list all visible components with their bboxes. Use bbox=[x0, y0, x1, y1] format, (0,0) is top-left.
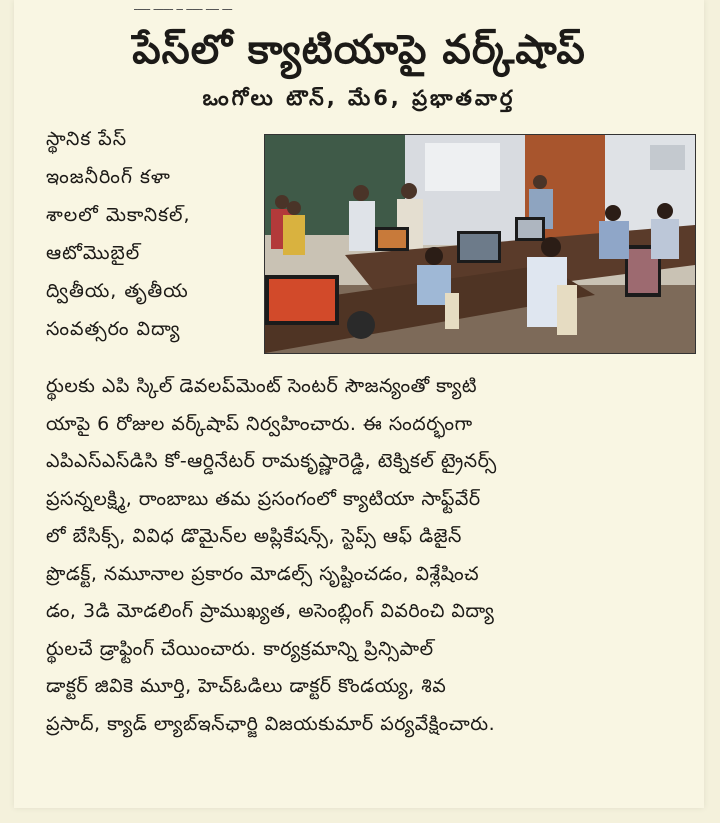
newspaper-clipping bbox=[14, 0, 704, 808]
article-line: డాక్టర్ జివికె మూర్తి, హెచ్‌ఓడిలు డాక్టర్ కొండయ్య, శివ bbox=[46, 675, 447, 697]
article-line: సంవత్సరం విద్యా bbox=[46, 318, 181, 340]
article-intro-column bbox=[46, 120, 254, 348]
cut-previous-article: ـــ ــــ ـــــ ــ ــــــ ـــــ bbox=[134, 0, 233, 10]
article-line: స్థానిక పేస్ bbox=[46, 128, 128, 150]
article-line: యాపై 6 రోజుల వర్క్‌షాప్ నిర్వహించారు. ఈ సందర్భంగా bbox=[46, 412, 473, 435]
article-line: ద్వితీయ, తృతీయ bbox=[46, 280, 189, 302]
article-line: డం, 3డి మోడలింగ్ ప్రాముఖ్యత, అసెంబ్లింగ్ వివరించి విద్యా bbox=[46, 600, 495, 622]
article-line: ర్థులకు ఎపి స్కిల్ డెవలప్‌మెంట్ సెంటర్ సౌజన్యంతో క్యాటి bbox=[46, 375, 477, 397]
article-line: ప్రసాద్, క్యాడ్ ల్యాబ్‌ఇన్‌ఛార్జి విజయకుమార్ పర్యవేక్షించారు. bbox=[46, 712, 496, 735]
article-line: ఇంజనీరింగ్ కళా bbox=[46, 166, 171, 188]
headline: పేస్‌లో క్యాటియాపై వర్క్‌షాప్ bbox=[132, 27, 586, 73]
article-line: ఆటోమొబైల్ bbox=[46, 242, 141, 264]
dateline: ఒంగోలు టౌన్, మే6, ప్రభాతవార్త bbox=[202, 86, 516, 110]
computer-lab-illustration bbox=[265, 135, 695, 353]
article-line: ర్థులచే డ్రాఫ్టింగ్ చేయించారు. కార్యక్రమాన్ని ప్రిన్సిపాల్ bbox=[46, 637, 434, 660]
workshop-photo bbox=[264, 134, 696, 354]
article-line: లో బేసిక్స్, వివిధ డొమైన్‌ల అప్లికేషన్స్, స్టెప్స్ ఆఫ్ డిజైన్ bbox=[46, 525, 462, 547]
article-line: ప్రొడక్ట్, నమూనాల ప్రకారం మోడల్స్ సృష్టించడం, విశ్లేషించ bbox=[46, 562, 480, 585]
article-line: ప్రసన్నలక్ష్మి, రాంబాబు తమ ప్రసంగంలో క్యాటియా సాఫ్ట్‌వేర్ bbox=[46, 487, 481, 510]
article-body bbox=[46, 368, 696, 743]
article-line: ఎపిఎస్‌ఎస్‌డిసి కో-ఆర్డినేటర్ రామకృష్ణారెడ్డి, టెక్నికల్ ట్రైనర్స్ bbox=[46, 450, 497, 472]
article-line: శాలలో మెకానికల్, bbox=[46, 204, 191, 226]
